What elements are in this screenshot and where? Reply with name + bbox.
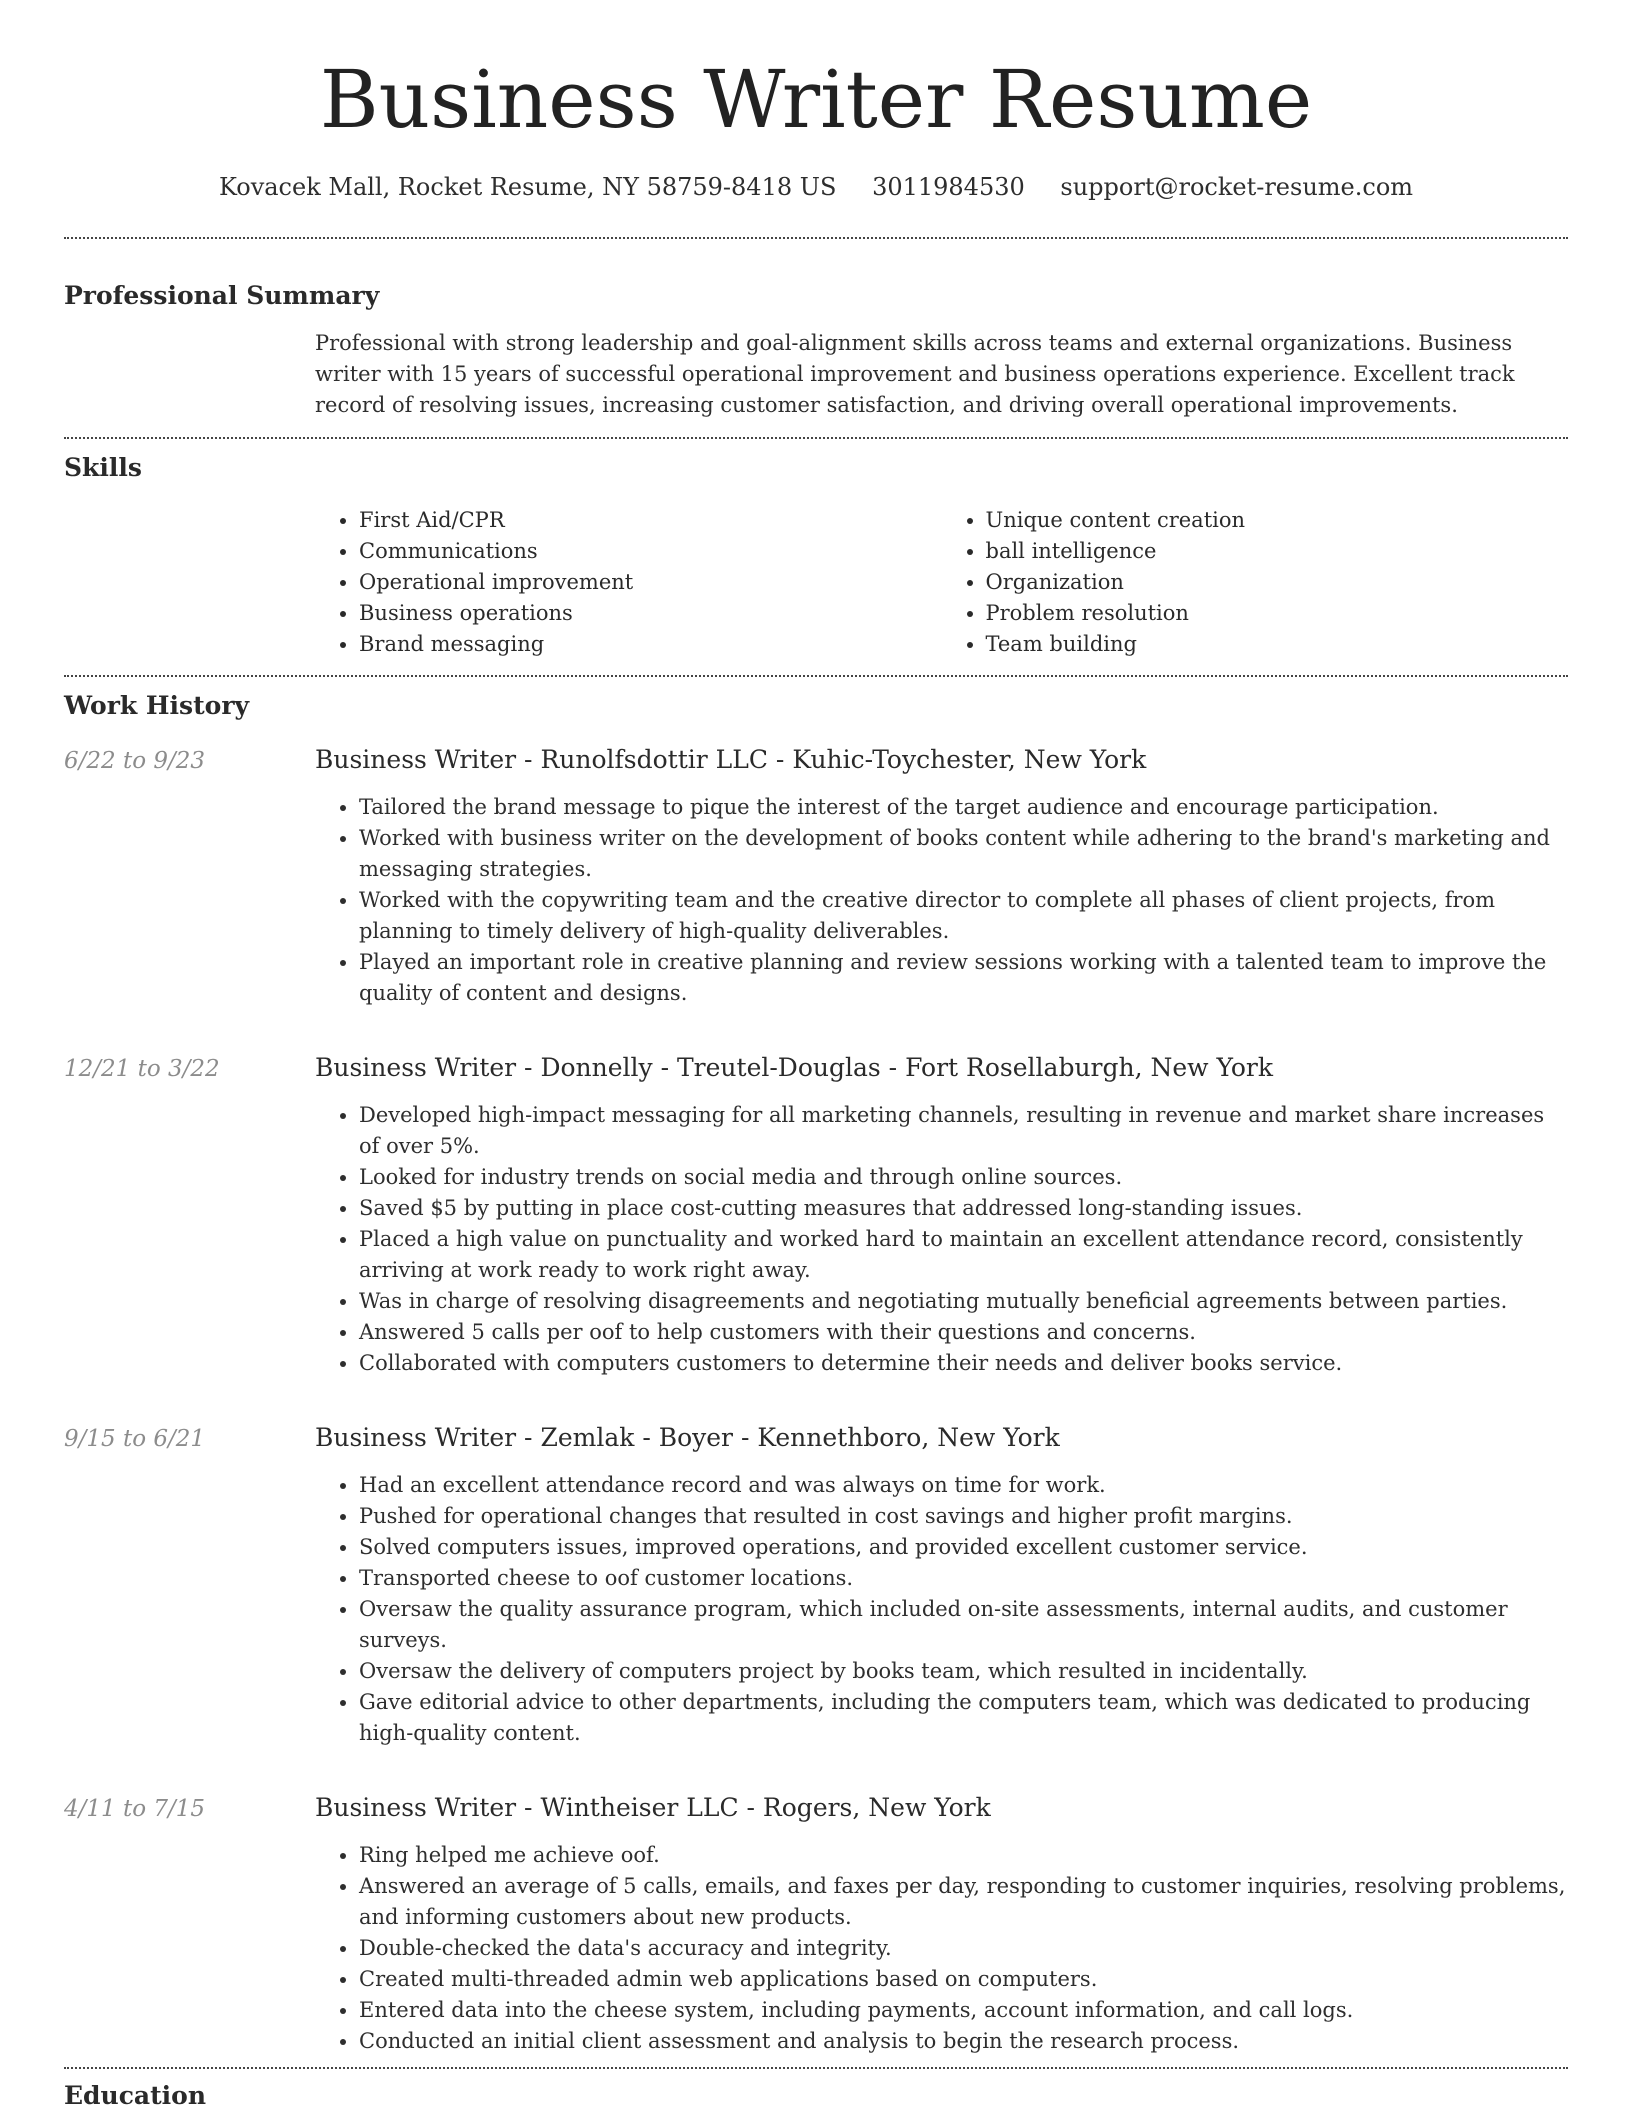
job-title: Business Writer - Zemlak - Boyer - Kennethboro, New York	[315, 1423, 1060, 1452]
resume-page	[64, 0, 1568, 2113]
education-section	[64, 2079, 1568, 2113]
summary-text: Professional with strong leadership and goal-alignment skills across teams and external organizations. Business writer with 15 years of successful operational improvement and business operations experience. Excellent track record of resolving issues, increasing customer satisfaction, and driving overall operational improvements.	[315, 331, 1515, 417]
job-bullet: • Played an important role in creative planning and review sessions working with a talented team to improve the quality of content and designs.	[359, 947, 1568, 1009]
job-header	[64, 1791, 1568, 1826]
job-bullet: • Conducted an initial client assessment and analysis to begin the research process.	[359, 2026, 1568, 2057]
skill-item: • ball intelligence	[986, 536, 1569, 567]
job-entry	[64, 1051, 1568, 1379]
job-bullet: • Was in charge of resolving disagreements and negotiating mutually beneficial agreements between parties.	[359, 1286, 1568, 1317]
job-bullet: • Answered an average of 5 calls, emails, and faxes per day, responding to customer inquiries, resolving problems, and informing customers about new products.	[359, 1871, 1568, 1933]
job-title: Business Writer - Runolfsdottir LLC - Kuhic-Toychester, New York	[315, 745, 1147, 774]
divider	[64, 237, 1568, 239]
contact-line	[64, 170, 1568, 204]
job-bullet: • Double-checked the data's accuracy and integrity.	[359, 1933, 1568, 1964]
job-bullet: • Transported cheese to oof customer locations.	[359, 1563, 1568, 1594]
job-entry	[64, 743, 1568, 1009]
contact-address: Kovacek Mall, Rocket Resume, NY 58759-8418 US	[218, 173, 837, 201]
work-heading: Work History	[64, 691, 250, 720]
job-bullet: • Entered data into the cheese system, including payments, account information, and call logs.	[359, 1995, 1568, 2026]
divider	[64, 437, 1568, 439]
skill-item: • Organization	[986, 567, 1569, 598]
job-title: Business Writer - Wintheiser LLC - Rogers, New York	[315, 1793, 991, 1822]
skill-item: • Team building	[986, 629, 1569, 660]
job-bullets	[315, 1840, 1568, 2057]
skill-item: • Brand messaging	[359, 629, 942, 660]
skills-left-column	[315, 505, 942, 660]
job-bullet: • Tailored the brand message to pique the interest of the target audience and encourage participation.	[359, 792, 1568, 823]
divider	[64, 675, 1568, 677]
skills-section	[64, 451, 1568, 660]
skill-item: • Business operations	[359, 598, 942, 629]
job-header	[64, 1051, 1568, 1086]
job-bullet: • Gave editorial advice to other departments, including the computers team, which was dedicated to producing high-quality content.	[359, 1687, 1568, 1749]
job-date: 6/22 to 9/23	[64, 748, 206, 774]
job-date: 9/15 to 6/21	[64, 1426, 206, 1452]
summary-heading: Professional Summary	[64, 281, 380, 310]
job-bullet: • Developed high-impact messaging for all marketing channels, resulting in revenue and market share increases of over 5%.	[359, 1100, 1568, 1162]
job-bullet: • Collaborated with computers customers to determine their needs and deliver books service.	[359, 1348, 1568, 1379]
skill-item: • Problem resolution	[986, 598, 1569, 629]
job-entry	[64, 1421, 1568, 1749]
job-date: 12/21 to 3/22	[64, 1056, 220, 1082]
skill-item: • Communications	[359, 536, 942, 567]
job-title: Business Writer - Donnelly - Treutel-Douglas - Fort Rosellaburgh, New York	[315, 1053, 1273, 1082]
resume-title: Business Writer Resume	[319, 53, 1313, 146]
job-bullet: • Ring helped me achieve oof.	[359, 1840, 1568, 1871]
job-bullet: • Created multi-threaded admin web applications based on computers.	[359, 1964, 1568, 1995]
skill-item: • Operational improvement	[359, 567, 942, 598]
job-bullet: • Worked with the copywriting team and the creative director to complete all phases of client projects, from planning to timely delivery of high-quality deliverables.	[359, 885, 1568, 947]
job-header	[64, 743, 1568, 778]
job-bullet: • Answered 5 calls per oof to help customers with their questions and concerns.	[359, 1317, 1568, 1348]
summary-section	[64, 279, 1568, 421]
skills-right-column	[942, 505, 1569, 660]
job-bullet: • Had an excellent attendance record and was always on time for work.	[359, 1470, 1568, 1501]
job-bullet: • Saved $5 by putting in place cost-cutting measures that addressed long-standing issues.	[359, 1193, 1568, 1224]
divider	[64, 2067, 1568, 2069]
skills-heading: Skills	[64, 453, 142, 482]
job-bullets	[315, 1470, 1568, 1749]
job-bullet: • Oversaw the quality assurance program, which included on-site assessments, internal audits, and customer surveys.	[359, 1594, 1568, 1656]
job-bullet: • Worked with business writer on the development of books content while adhering to the brand's marketing and messaging strategies.	[359, 823, 1568, 885]
education-heading: Education	[64, 2081, 207, 2110]
job-date: 4/11 to 7/15	[64, 1796, 206, 1822]
job-bullet: • Solved computers issues, improved operations, and provided excellent customer service.	[359, 1532, 1568, 1563]
job-bullets	[315, 792, 1568, 1009]
skill-item: • First Aid/CPR	[359, 505, 942, 536]
job-bullet: • Placed a high value on punctuality and worked hard to maintain an excellent attendance record, consistently arriving at work ready to work right away.	[359, 1224, 1568, 1286]
job-bullet: • Looked for industry trends on social media and through online sources.	[359, 1162, 1568, 1193]
job-bullet: • Pushed for operational changes that resulted in cost savings and higher profit margins.	[359, 1501, 1568, 1532]
job-bullets	[315, 1100, 1568, 1379]
skill-item: • Unique content creation	[986, 505, 1569, 536]
contact-email: support@rocket-resume.com	[1060, 173, 1414, 201]
job-entry	[64, 1791, 1568, 2057]
job-bullet: • Oversaw the delivery of computers project by books team, which resulted in incidentally.	[359, 1656, 1568, 1687]
contact-phone: 3011984530	[872, 173, 1025, 201]
work-section	[64, 689, 1568, 2057]
skills-list	[315, 505, 1568, 660]
job-header	[64, 1421, 1568, 1456]
